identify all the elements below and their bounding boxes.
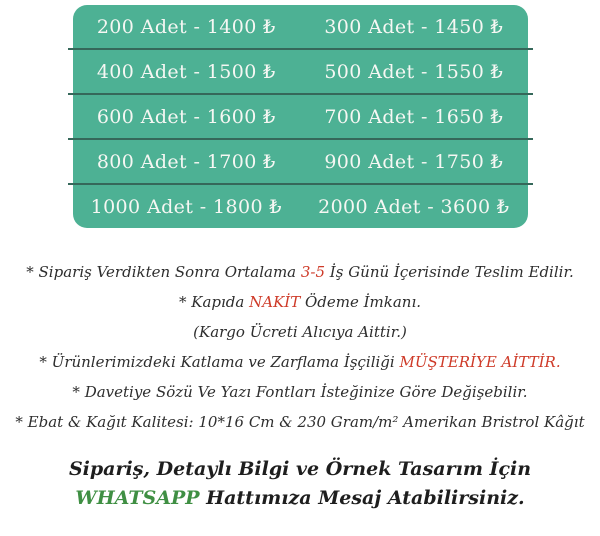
price-cell: 600 Adet - 1600 ₺: [96, 105, 276, 128]
note-paper-quality: * Ebat & Kağıt Kalitesi: 10*16 Cm & 230 Gram/m² Amerikan Bristrol Kâğıt: [15, 413, 585, 431]
note-text: İş Günü İçerisinde Teslim Edilir.: [325, 263, 574, 281]
pricing-flyer: [0, 5, 600, 536]
price-cell: 800 Adet - 1700 ₺: [96, 150, 276, 173]
note-highlight-customer: MÜŞTERİYE AİTTİR.: [399, 353, 561, 371]
price-cell: 200 Adet - 1400 ₺: [96, 15, 276, 38]
footer-line-2: [0, 484, 600, 513]
note-shipping-fee: (Kargo Ücreti Alıcıya Aittir.): [193, 323, 407, 341]
footer-text: Hattımıza Mesaj Atabilirsiniz.: [199, 487, 525, 509]
price-table: [73, 5, 528, 228]
note-folding-labor: [0, 347, 600, 377]
footer-line-1: Sipariş, Detaylı Bilgi ve Örnek Tasarım İçin: [68, 458, 532, 480]
note-text: * Sipariş Verdikten Sonra Ortalama: [26, 263, 301, 281]
price-row: [73, 50, 528, 93]
price-cell: 400 Adet - 1500 ₺: [96, 60, 276, 83]
note-text: * Kapıda: [178, 293, 250, 311]
price-cell: 1000 Adet - 1800 ₺: [90, 195, 282, 218]
price-cell: 900 Adet - 1750 ₺: [324, 150, 504, 173]
whatsapp-highlight: WHATSAPP: [75, 487, 200, 509]
note-highlight-days: 3-5: [300, 263, 326, 281]
price-row: [73, 95, 528, 138]
price-row: [73, 140, 528, 183]
note-text: Ödeme İmkanı.: [300, 293, 422, 311]
note-customization: * Davetiye Sözü Ve Yazı Fontları İsteğinize Göre Değişebilir.: [72, 383, 528, 401]
price-cell: 500 Adet - 1550 ₺: [324, 60, 504, 83]
note-text: * Ürünlerimizdeki Katlama ve Zarflama İşçiliği: [39, 353, 400, 371]
note-cash-payment: [0, 287, 600, 317]
price-cell: 300 Adet - 1450 ₺: [324, 15, 504, 38]
price-row: [73, 185, 528, 228]
footer-cta: [0, 455, 600, 513]
price-cell: 700 Adet - 1650 ₺: [324, 105, 504, 128]
note-highlight-cash: NAKİT: [249, 293, 301, 311]
price-cell: 2000 Adet - 3600 ₺: [318, 195, 510, 218]
note-delivery-time: [0, 257, 600, 287]
notes-section: [0, 257, 600, 437]
price-row: [73, 5, 528, 48]
